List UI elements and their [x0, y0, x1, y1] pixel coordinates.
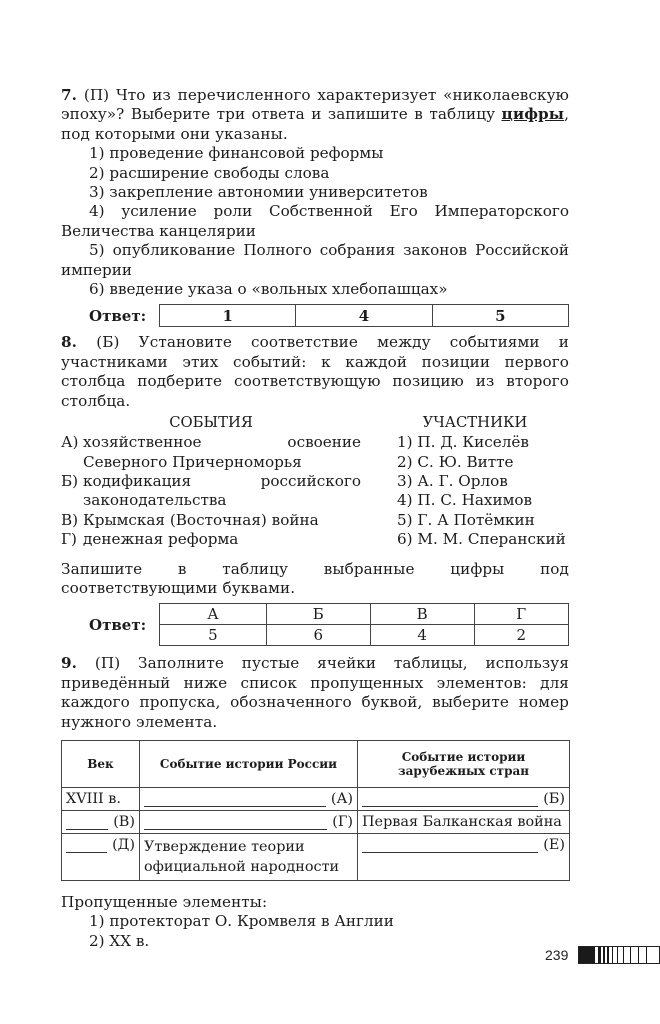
question-7: [61, 86, 569, 327]
answer-row: [61, 603, 569, 646]
event-item: А) хозяйственное освоение Северного Причерноморья: [61, 433, 361, 471]
question-9: [61, 654, 569, 951]
answer-header: В: [370, 604, 474, 625]
answer-table: [159, 304, 569, 327]
instruction-text: Запишите в таблицу выбранные цифры под соответствующими буквами.: [61, 559, 569, 597]
participants-column: [361, 413, 569, 549]
missing-element: 2) XX в.: [89, 931, 150, 950]
answer-header: А: [160, 604, 267, 625]
question-number: 9.: [61, 654, 78, 673]
blank-cell-d[interactable]: (Д): [62, 833, 140, 880]
event-item: Б) кодификация российского законодательства: [61, 471, 361, 510]
page-edge-marker-icon: [578, 946, 660, 964]
answer-header: Г: [474, 604, 568, 625]
missing-elements-title: Пропущенные элементы:: [61, 892, 268, 911]
events-header: СОБЫТИЯ: [169, 414, 253, 432]
answer-table: [159, 603, 569, 646]
question-type: (П): [83, 86, 110, 104]
question-8: [61, 333, 569, 646]
history-table: [61, 740, 570, 881]
column-header-russia: Событие истории России: [140, 740, 358, 787]
answer-cell[interactable]: 4: [296, 305, 432, 327]
event-item: Г) денежная реформа: [61, 530, 239, 549]
table-row: [62, 810, 570, 833]
participants-header: УЧАСТНИКИ: [422, 414, 528, 432]
answer-header: Б: [266, 604, 370, 625]
fill-line: [362, 792, 538, 807]
column-header-century: Век: [62, 740, 140, 787]
table-row: [62, 833, 570, 880]
page-number: 239: [545, 947, 569, 963]
missing-element: 1) протекторат О. Кромвеля в Англии: [89, 912, 394, 931]
column-header-foreign: Событие истории зарубежных стран: [358, 740, 570, 787]
answer-cell[interactable]: 1: [160, 305, 296, 327]
answer-cell[interactable]: 2: [474, 625, 568, 646]
answer-cell[interactable]: 5: [432, 305, 568, 327]
events-column: [61, 413, 361, 549]
participant-item: 3) А. Г. Орлов: [397, 471, 508, 490]
blank-cell-g[interactable]: (Г): [140, 810, 358, 833]
option: 3) закрепление автономии университетов: [89, 183, 428, 202]
participant-item: 4) П. С. Нахимов: [397, 491, 533, 510]
question-9-text: 9. (П) Заполните пустые ячейки таблицы, используя приведённый ниже список пропущенных элементов: для каждого пропуска, обозначенного буквой, выберите номер нужного элемента.: [61, 654, 570, 731]
participant-item: 5) Г. А Потёмкин: [397, 510, 535, 529]
question-type: (П): [94, 654, 121, 673]
century-cell: XVIII в.: [62, 787, 140, 810]
matching-columns: [61, 413, 569, 549]
fill-line: [144, 815, 327, 830]
fill-line: [362, 838, 538, 853]
answer-row: [61, 304, 569, 327]
answer-cell[interactable]: 6: [266, 625, 370, 646]
option: 2) расширение свободы слова: [89, 163, 330, 182]
option: 5) опубликование Полного собрания законов Российской империи: [61, 241, 569, 279]
page-content: [61, 86, 569, 951]
question-7-text: 7. (П) Что из перечисленного характеризует «николаевскую эпоху»? Выберите три ответа и запишите в таблицу цифры, под которыми они указаны.: [61, 86, 570, 143]
table-row: [62, 787, 570, 810]
fill-line: [144, 792, 326, 807]
blank-cell-a[interactable]: (А): [140, 787, 358, 810]
blank-cell-e[interactable]: (Е): [358, 833, 570, 880]
answer-label: Ответ:: [89, 615, 147, 634]
fill-line: [66, 838, 107, 853]
foreign-event-cell: Первая Балканская война: [358, 810, 570, 833]
emphasized-word: цифры: [501, 105, 565, 124]
blank-cell-v[interactable]: (В): [62, 810, 140, 833]
question-type: (Б): [96, 333, 120, 352]
option: 4) усиление роли Собственной Его Императорского Величества канцелярии: [61, 202, 569, 240]
answer-label: Ответ:: [89, 306, 147, 325]
option: 1) проведение финансовой реформы: [89, 144, 384, 163]
participant-item: 6) М. М. Сперанский: [397, 530, 566, 549]
participant-item: 1) П. Д. Киселёв: [397, 433, 529, 452]
question-number: 7.: [61, 86, 78, 104]
participant-item: 2) С. Ю. Витте: [397, 452, 514, 471]
answer-cell[interactable]: 4: [370, 625, 474, 646]
event-item: В) Крымская (Восточная) война: [61, 510, 319, 529]
answer-cell[interactable]: 5: [160, 625, 267, 646]
russia-event-cell: Утверждение теории официальной народности: [140, 833, 358, 880]
question-number: 8.: [61, 333, 78, 352]
fill-line: [66, 815, 108, 830]
blank-cell-b[interactable]: (Б): [358, 787, 570, 810]
question-8-text: 8. (Б) Установите соответствие между событиями и участниками этих событий: к каждой позиции первого столбца подберите соответствующую позицию из второго столбца.: [61, 333, 569, 410]
option: 6) введение указа о «вольных хлебопашцах»: [89, 280, 448, 299]
